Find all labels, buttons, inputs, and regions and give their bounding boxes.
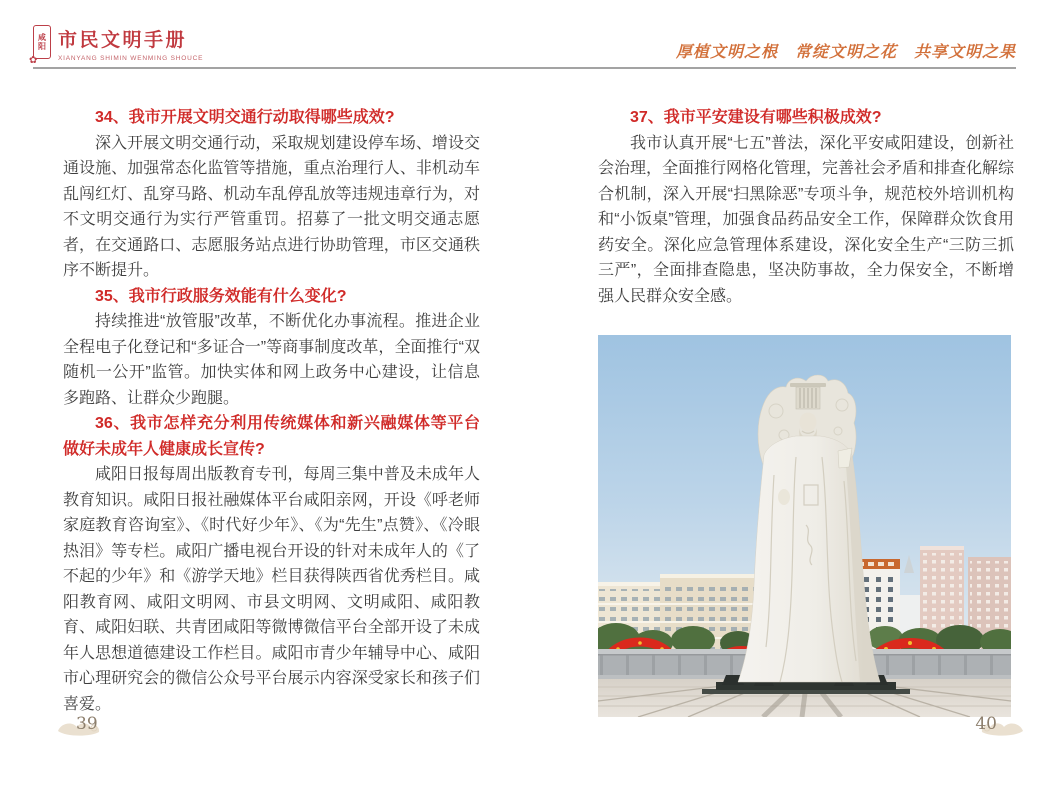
handbook-title: 市民文明手册 (58, 29, 188, 51)
question-36-heading: 36、我市怎样充分利用传统媒体和新兴融媒体等平台做好未成年人健康成长宣传? (63, 415, 480, 458)
question-37-answer: 我市认真开展“七五”普法，深化平安咸阳建设，创新社会治理，全面推行网格化管理，完善社会矛盾和排查化解综合机制，深入开展“扫黑除恶”专项斗争，规范校外培训机构和“小饭桌”管理，加强食品药品安全工作，保障群众饮食用药安全。深化应急管理体系建设，深化安全生产“三防三抓三严”，全面排查隐患，坚决防事故，全力保安全，不断增强人民群众安全感。 (598, 134, 1015, 305)
statue-crown-beam (790, 383, 826, 387)
question-34-answer: 深入开展文明交通行动，采取规划建设停车场、增设交通设施、加强常态化监管等措施，重点治理行人、非机动车乱闯红灯、乱穿马路、机动车乱停乱放等违规违章行为，对不文明交通行为实行严管重罚。招募了一批文明交通志愿者，在交通路口、志愿服务站点进行协助管理，市区交通秩序不断提升。 (63, 134, 480, 279)
question-35-heading: 35、我市行政服务效能有什么变化? (95, 287, 347, 305)
header-slogan: 厚植文明之根 常绽文明之花 共享文明之果 (675, 42, 1016, 61)
header-rule (33, 67, 1016, 69)
flower-icon: ✿ (29, 55, 38, 66)
seal-stamp-icon (29, 25, 51, 66)
left-page-column (63, 105, 480, 717)
question-37-heading: 37、我市平安建设有哪些积极成效? (630, 109, 882, 126)
page-number-left (60, 714, 98, 740)
right-page-column (598, 105, 1014, 717)
page-number: 39 (76, 714, 98, 734)
question-36-answer: 咸阳日报每周出版教育专刊，每周三集中普及未成年人教育知识。咸阳日报社融媒体平台咸阳亲网，开设《呼老师家庭教育咨询室》、《时代好少年》、《为“先生”点赞》、《冷眼热泪》等专栏。咸阳广播电视台开设的针对未成年人的《了不起的少年》和《游学天地》栏目获得陕西省优秀栏目。咸阳教育网、咸阳文明网、市县文明网、文明咸阳、咸阳教育、咸阳妇联、共青团咸阳等微博微信平台全部开设了未成年人思想道德建设工作栏目。咸阳市青少年辅导中心、咸阳市心理研究会的微信公众号平台展示内容深受家长和孩子们喜爱。 (63, 466, 480, 713)
page-number: 40 (975, 714, 997, 734)
seal-char-1: 咸 (38, 32, 46, 42)
statue-face (800, 413, 817, 432)
handbook-logo (29, 25, 204, 66)
handbook-subtitle: XIANYANG SHIMIN WENMING SHOUCE (58, 55, 204, 62)
question-35-answer: 持续推进“放管服”改革，不断优化办事流程。推进企业全程电子化登记和“多证合一”等商事制度改革，全面推行“双随机一公开”监管。加快实体和网上政务中心建设，让信息多跑路、让群众少跑腿。 (63, 313, 480, 407)
page-number-right (975, 714, 1011, 740)
question-34-heading: 34、我市开展文明交通行动取得哪些成效? (95, 109, 395, 126)
statue-plaza-photo (598, 335, 1011, 717)
seal-char-2: 阳 (38, 41, 46, 51)
